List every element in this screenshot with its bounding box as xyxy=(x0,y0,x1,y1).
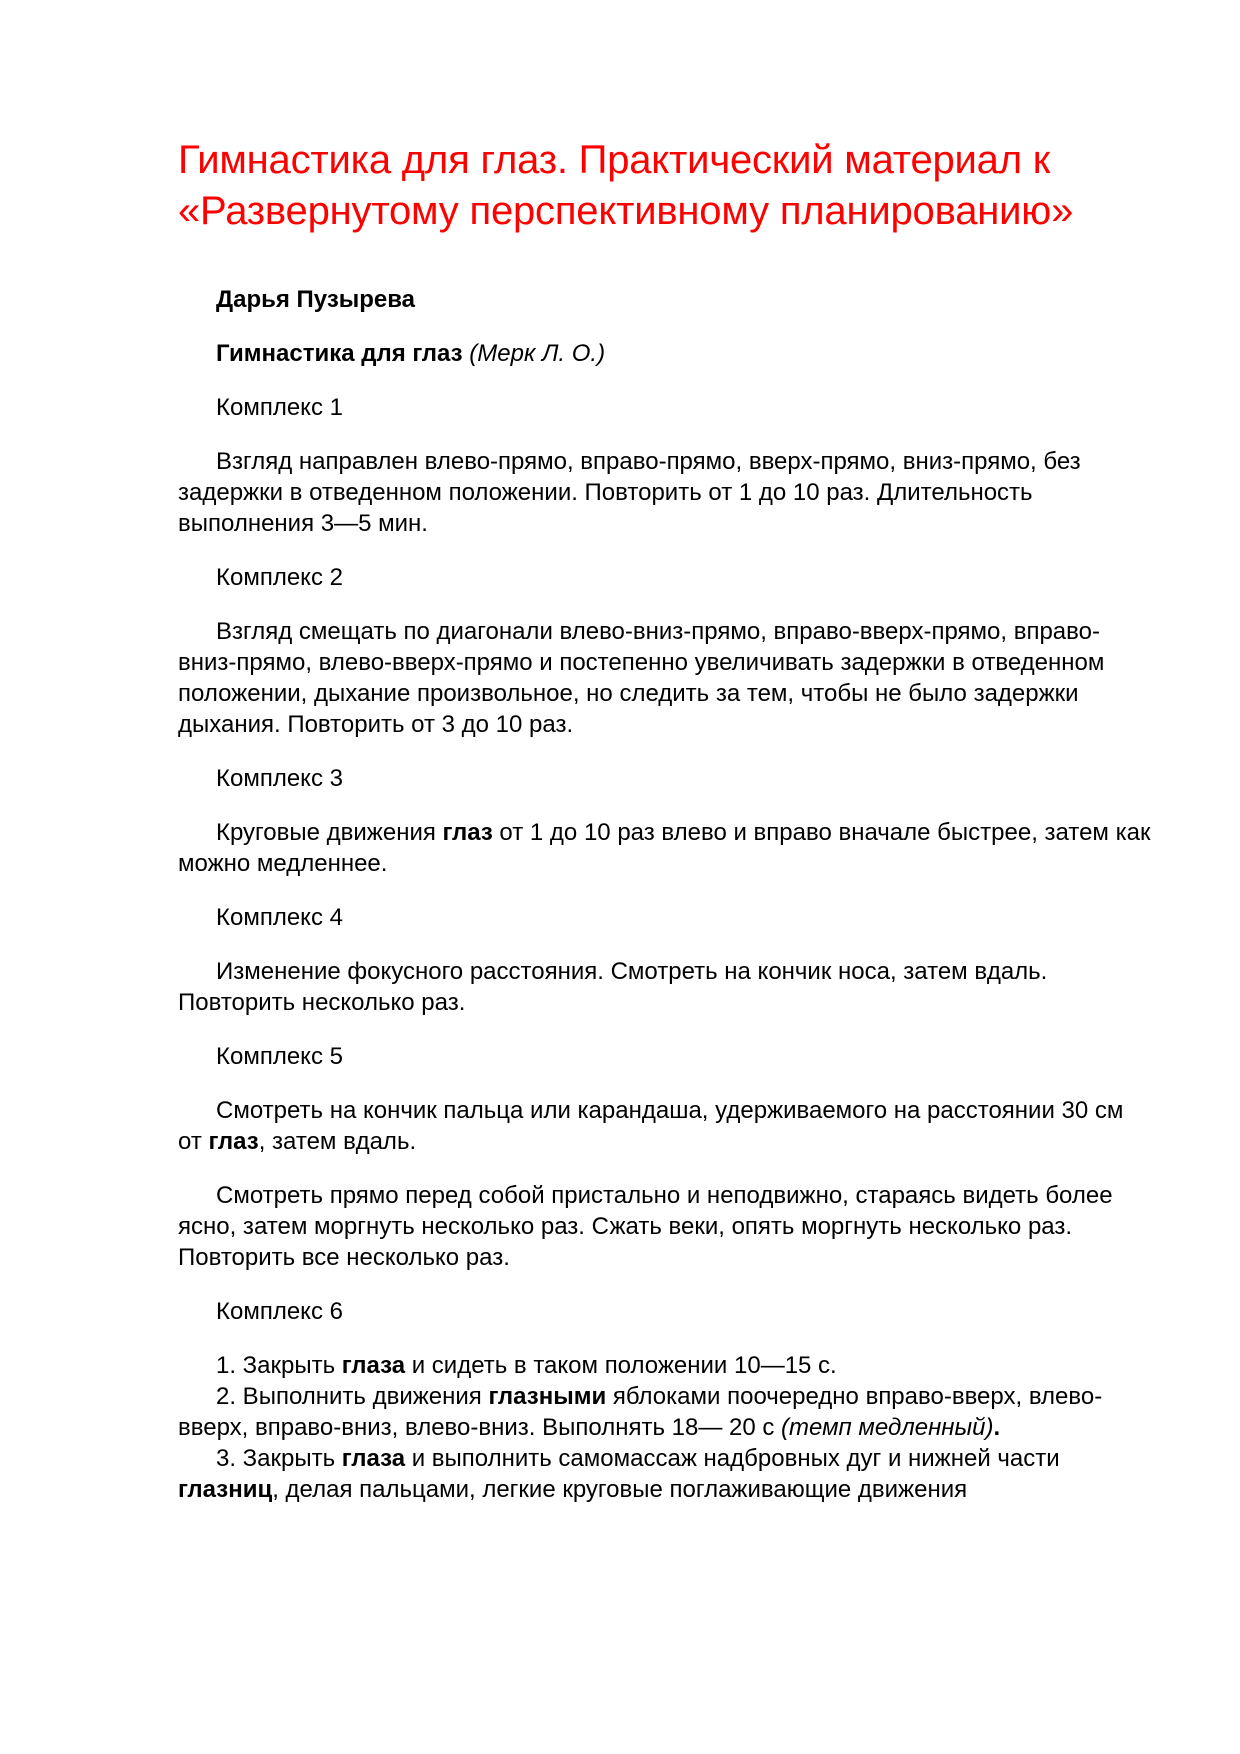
complex-5-bold: глаз xyxy=(208,1128,259,1155)
item-3-text-c: , делая пальцами, легкие круговые поглаживающие движения xyxy=(272,1476,968,1503)
complex-2-label: Комплекс 2 xyxy=(216,564,343,591)
complex-5-text-b: , затем вдаль. xyxy=(258,1128,417,1155)
complex-5-text-a: Смотреть на кончик пальца или карандаша, удерживаемого на расстоянии 30 см от xyxy=(178,1097,1124,1155)
document-body xyxy=(178,284,1153,1505)
complex-4-label: Комплекс 4 xyxy=(216,904,343,931)
complex-5-text xyxy=(178,1095,1153,1157)
item-1-text-b: и сидеть в таком положении 10—15 с. xyxy=(405,1352,837,1379)
item-1-bold: глаза xyxy=(341,1352,406,1379)
complex-3-text xyxy=(178,817,1153,879)
complex-5-text-2: Смотреть прямо перед собой пристально и неподвижно, стараясь видеть более ясно, затем моргнуть несколько раз. Сжать веки, опять моргнуть несколько раз. Повторить все несколько раз. xyxy=(178,1182,1113,1271)
complex-6-list xyxy=(178,1350,1153,1505)
complex-3-label: Комплекс 3 xyxy=(216,765,343,792)
author-name: Дарья Пузырева xyxy=(216,286,416,313)
complex-6-item-2 xyxy=(178,1381,1153,1443)
complex-6-label: Комплекс 6 xyxy=(216,1298,343,1325)
complex-1-text: Взгляд направлен влево-прямо, вправо-прямо, вверх-прямо, вниз-прямо, без задержки в отведенном положении. Повторить от 1 до 10 раз. Длительность выполнения 3—5 мин. xyxy=(178,448,1081,537)
complex-6-item-1 xyxy=(178,1350,1153,1381)
item-2-text-c: . xyxy=(993,1414,1001,1441)
document-title: Гимнастика для глаз. Практический материал к «Развернутому перспективному планированию» xyxy=(178,138,1074,233)
section-heading-source: (Мерк Л. О.) xyxy=(469,340,606,367)
section-heading xyxy=(178,338,1153,369)
item-1-text-a: 1. Закрыть xyxy=(216,1352,342,1379)
item-2-text-a: 2. Выполнить движения xyxy=(216,1383,489,1410)
section-heading-title: Гимнастика для глаз xyxy=(216,340,463,367)
complex-3-text-b: от 1 до 10 раз влево и вправо вначале быстрее, затем как можно медленнее. xyxy=(178,819,1151,877)
item-3-bold-1: глаза xyxy=(341,1445,406,1472)
complex-3-bold: глаз xyxy=(442,819,493,846)
document-page xyxy=(178,135,1153,1505)
complex-2-text: Взгляд смещать по диагонали влево-вниз-прямо, вправо-вверх-прямо, вправо-вниз-прямо, влево-вверх-прямо и постепенно увеличивать задержки в отведенном положении, дыхание произвольное, но следить за тем, чтобы не было задержки дыхания. Повторить от 3 до 10 раз. xyxy=(178,618,1105,738)
item-3-text-a: 3. Закрыть xyxy=(216,1445,342,1472)
complex-3-text-a: Круговые движения xyxy=(216,819,443,846)
item-3-text-b: и выполнить самомассаж надбровных дуг и нижней части xyxy=(405,1445,1060,1472)
complex-6-item-3 xyxy=(178,1443,1153,1505)
item-2-bold: глазными xyxy=(488,1383,607,1410)
complex-1-label: Комплекс 1 xyxy=(216,394,343,421)
complex-4-text: Изменение фокусного расстояния. Смотреть на кончик носа, затем вдаль. Повторить несколько раз. xyxy=(178,958,1048,1016)
item-2-italic: (темп медленный) xyxy=(781,1414,994,1441)
item-3-bold-2: глазниц xyxy=(178,1476,273,1503)
complex-5-label: Комплекс 5 xyxy=(216,1043,343,1070)
item-2-text-b: яблоками поочередно вправо-вверх, влево-вверх, вправо-вниз, влево-вниз. Выполнять 18— 20 с xyxy=(178,1383,1103,1441)
